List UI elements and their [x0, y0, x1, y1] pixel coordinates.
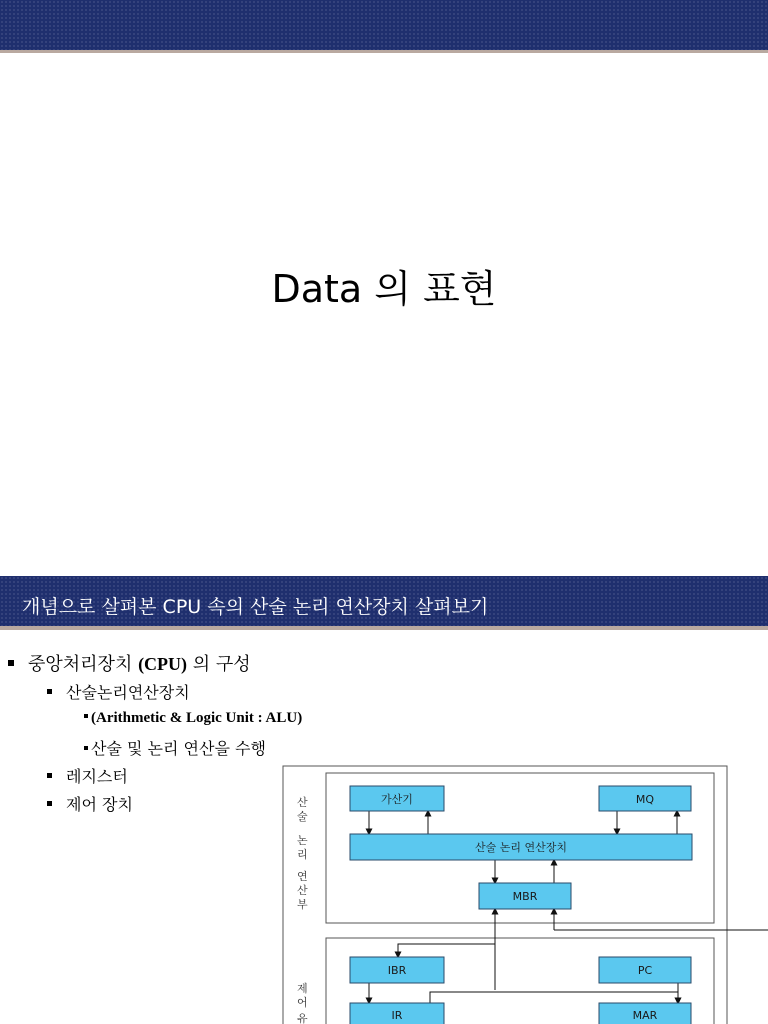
control-label-char: 어 [297, 996, 308, 1009]
box-mbr [479, 883, 571, 909]
box-mbr-label: MBR [512, 890, 538, 903]
box-alu [350, 834, 692, 860]
bullet-alu-desc: 산술 및 논리 연산을 수행 [91, 739, 266, 758]
bullet-control-label: 제어 장치 [66, 795, 133, 814]
box-adder-label: 가산기 [381, 793, 413, 806]
box-ir [350, 1003, 444, 1024]
bullet-cpu-en: (CPU) [138, 654, 188, 674]
control-label-char: 유 [297, 1012, 308, 1024]
box-mq [599, 786, 691, 811]
box-pc [599, 957, 691, 983]
bullet-cpu-prefix: 중앙처리장치 [28, 654, 139, 675]
box-mq-label: MQ [635, 793, 655, 806]
bullet-register-label: 레지스터 [66, 767, 128, 786]
box-alu-label: 산술 논리 연산장치 [474, 841, 568, 854]
alu-label-char: 연 [297, 870, 308, 883]
slide2-header-title: 개념으로 살펴본 CPU 속의 산술 논리 연산장치 살펴보기 [22, 596, 489, 618]
box-ir-label: IR [391, 1009, 403, 1022]
box-adder [350, 786, 444, 811]
alu-label-char: 산 [297, 884, 308, 897]
bullet-cpu-suffix: 의 구성 [187, 654, 251, 675]
alu-label-char: 산 [297, 796, 308, 809]
box-pc-label: PC [637, 964, 653, 977]
bullet-alu-en: (Arithmetic & Logic Unit : ALU) [91, 710, 303, 726]
box-ibr [350, 957, 444, 983]
alu-label-char: 술 [297, 810, 308, 823]
box-mar [599, 1003, 691, 1024]
slide1-title: Data 의 표현 [271, 267, 497, 311]
bullet-alu-label: 산술논리연산장치 [66, 683, 190, 702]
box-ibr-label: IBR [387, 964, 407, 977]
alu-section-label [297, 795, 308, 911]
control-label-char: 제 [297, 982, 308, 995]
alu-label-char: 리 [297, 848, 308, 861]
alu-label-char: 논 [297, 834, 308, 847]
box-mar-label: MAR [632, 1009, 658, 1022]
control-section-label [297, 981, 308, 1024]
alu-label-char: 부 [297, 898, 308, 911]
